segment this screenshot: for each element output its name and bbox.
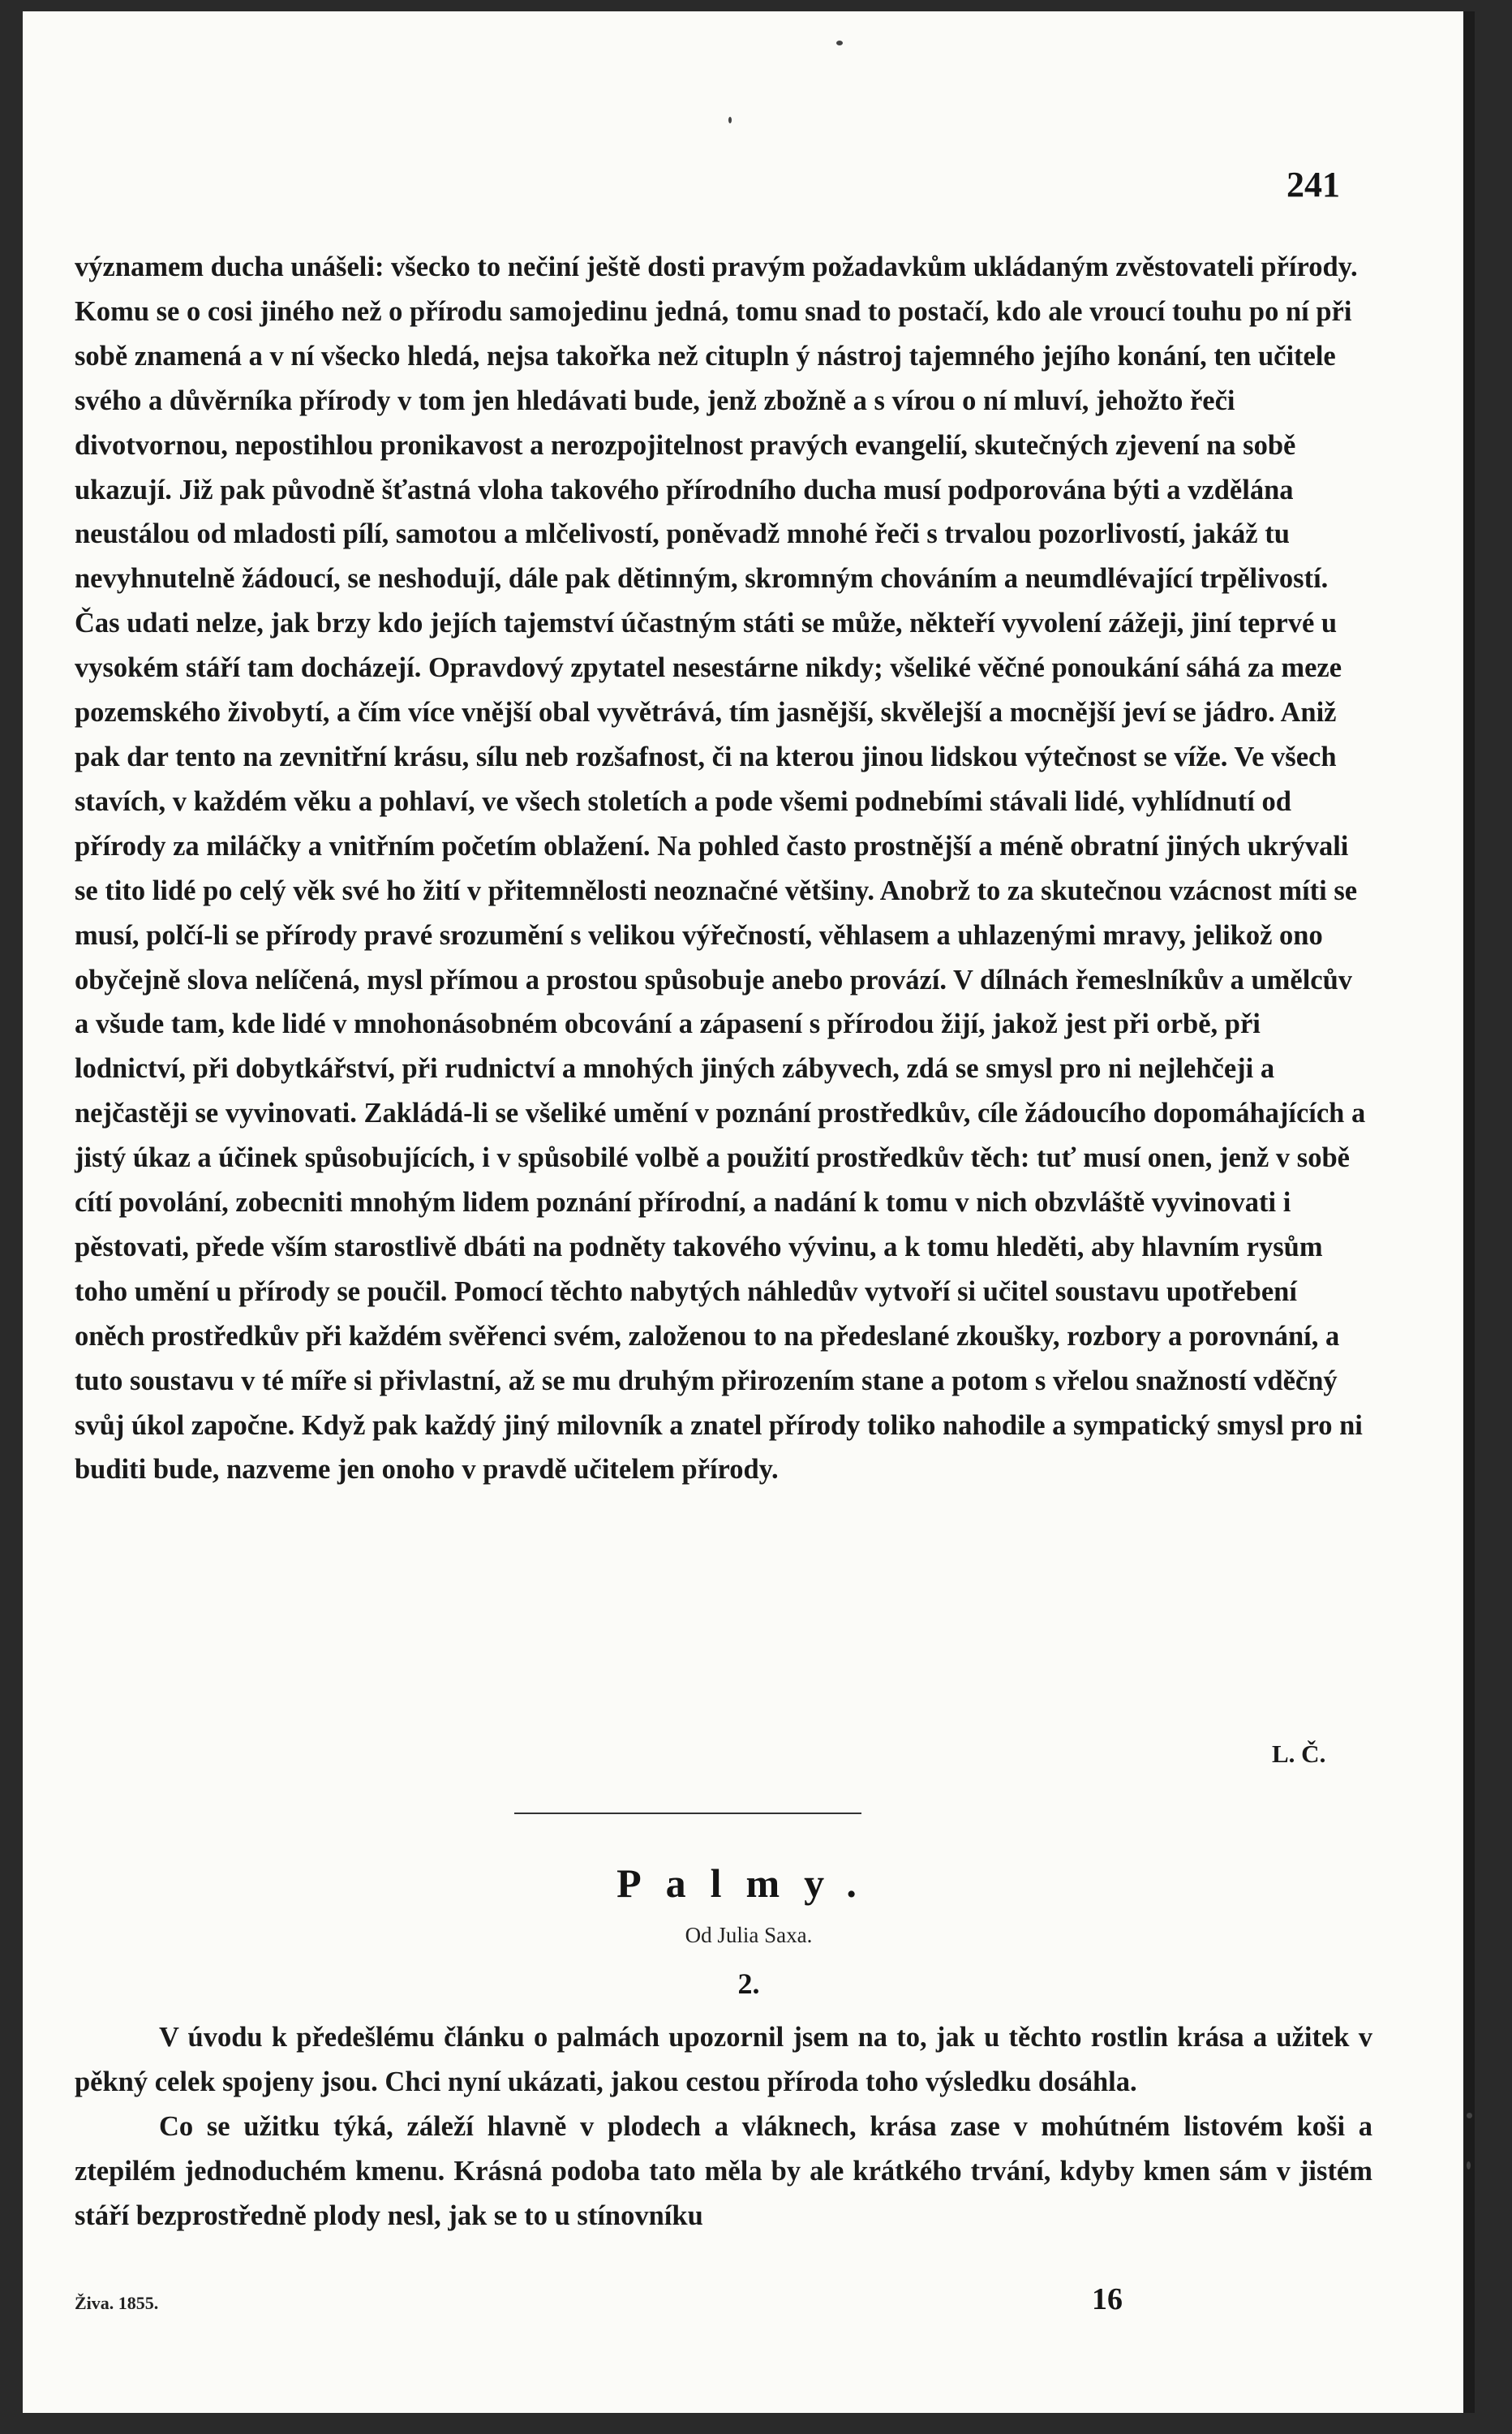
article-part-number: 2.: [737, 1967, 760, 2000]
print-speck: [1467, 2113, 1472, 2118]
print-speck: [728, 117, 732, 123]
article-title: Palmy.: [616, 1860, 881, 1906]
closing-line: [75, 245, 1372, 1492]
article-text: [75, 2015, 1372, 2238]
article-author: Od Julia Saxa.: [685, 1923, 813, 1947]
body-paragraph: významem ducha unášeli: všecko to nečiní ještě dosti pravým požadavkům ukládaným zvěstovateli přírody. Komu se o cosi jiného než o přírodu samojedinu jedná, tomu snad to postačí, kdo ale vroucí touhu po ní při sobě znamená a v ní všecko hledá, nejsa takořka než citupln ý nástroj tajemného jejího konání, ten učitele svého a důvěrníka přírody v tom jen hledávati bude, jenž zbožně a s vírou o ní mluví, jehožto řeči divotvornou, nepostihlou pronikavost a nerozpojitelnost pravých evangelií, skutečných zjevení na sobě ukazují. Již pak původně šťastná vloha takového přírodního ducha musí podporována býti a vzdělána neustálou od mladosti pílí, samotou a mlčelivostí, poněvadž mnohé řeči s trvalou pozorlivostí, jakáž tu nevyhnutelně žádoucí, se neshodují, dále pak dětinným, skromným chováním a neumdlévající trpělivostí. Čas udati nelze, jak brzy kdo jejích tajemství účastným státi se může, někteří vyvolení zážeji, jiní teprvé u vysokém stáří tam docházejí. Opravdový zpytatel nesestárne nikdy; všeliké věčné ponoukání sáhá za meze pozemského živobytí, a čím více vnější obal vyvětrává, tím jasnější, skvělejší a mocnější jeví se jádro. Aniž pak dar tento na zevnitřní krásu, sílu neb rozšafnost, či na kterou jinou lidskou výtečnost se víže. Ve všech stavích, v každém věku a pohlaví, ve všech stoletích a pode všemi podnebími stávali lidé, vyhlídnutí od přírody za miláčky a vnitřním početím oblažení. Na pohled často prostnější a méně obratní jiných ukrývali se tito lidé po celý věk své ho žití v přitemnělosti neoznačné většiny. Anobrž to za skutečnou vzácnost míti se musí, polčí-li se přírody pravé srozumění s velikou výřečností, věhlasem a uhlazenými mravy, jelikož ono obyčejně slova nelíčená, mysl přímou a prostou spůsobuje anebo provází. V dílnách řemeslníkův a umělcův a všude tam, kde lidé v mnohonásobném obcování a zápasení s přírodou žijí, jakož jest při orbě, při lodnictví, při dobytkářství, při rudnictví a mnohých jiných zábyvech, zdá se smysl pro ni nejlehčeji a nejčastěji se vyvinovati. Zakládá-li se všeliké umění v poznání prostředkův, cíle žádoucího dopomáhajících a jistý úkaz a účinek spůsobujících, i v spůsobilé volbě a použití prostředkův těch: tuť musí onen, jenž v sobě cítí povolání, zobecniti mnohým lidem poznání přírodní, a nadání k tomu v nich obzvláště vyvinovati i pěstovati, přede vším starostlivě dbáti na podněty takového vývinu, a k tomu hleděti, aby hlavním rysům toho umění u přírody se poučil. Pomocí těchto nabytých náhledův vytvoří si učitel soustavu upotřebení oněch prostředkův při každém svěřenci svém, založenou to na předeslané zkoušky, rozbory a porovnání, a tuto soustavu v té míře si přivlastní, až se mu druhým přirozením stane a potom s vřelou snažností vděčný svůj úkol započne. Když pak každý jiný milovník a znatel přírody toliko nahodile a sympatický smysl pro ni buditi bude, nazveme jen onoho v pravdě učitelem přírody.: [75, 252, 1366, 1486]
article-paragraph-2: Co se užitku týká, záleží hlavně v plodech a vláknech, krása zase v mohútném listovém koši a ztepilém jednoduchém kmenu. Krásná podoba tato měla by ale krátkého trvání, kdyby kmen sám v jistém stáří bezprostředně plody nesl, jak se to u stínovníku: [75, 2111, 1372, 2231]
page-number: 241: [1286, 165, 1340, 204]
section-divider: [514, 1813, 861, 1814]
article-paragraph-1: V úvodu k předešlému článku o palmách upozornil jsem na to, jak u těchto rostlin krása a užitek v pěkný celek spojeny jsou. Chci nyní ukázati, jakou cestou příroda toho výsledku dosáhla.: [75, 2022, 1372, 2097]
print-speck: [836, 41, 843, 45]
page-spine-shadow: [1463, 11, 1475, 2413]
footer-sheet-number: 16: [1092, 2282, 1123, 2316]
body-text: [75, 245, 1372, 1492]
body-signature: L. Č.: [1272, 1739, 1326, 1768]
book-page: [23, 11, 1475, 2413]
footer-signature: Živa. 1855.: [75, 2293, 159, 2313]
print-speck: [1467, 2161, 1471, 2170]
